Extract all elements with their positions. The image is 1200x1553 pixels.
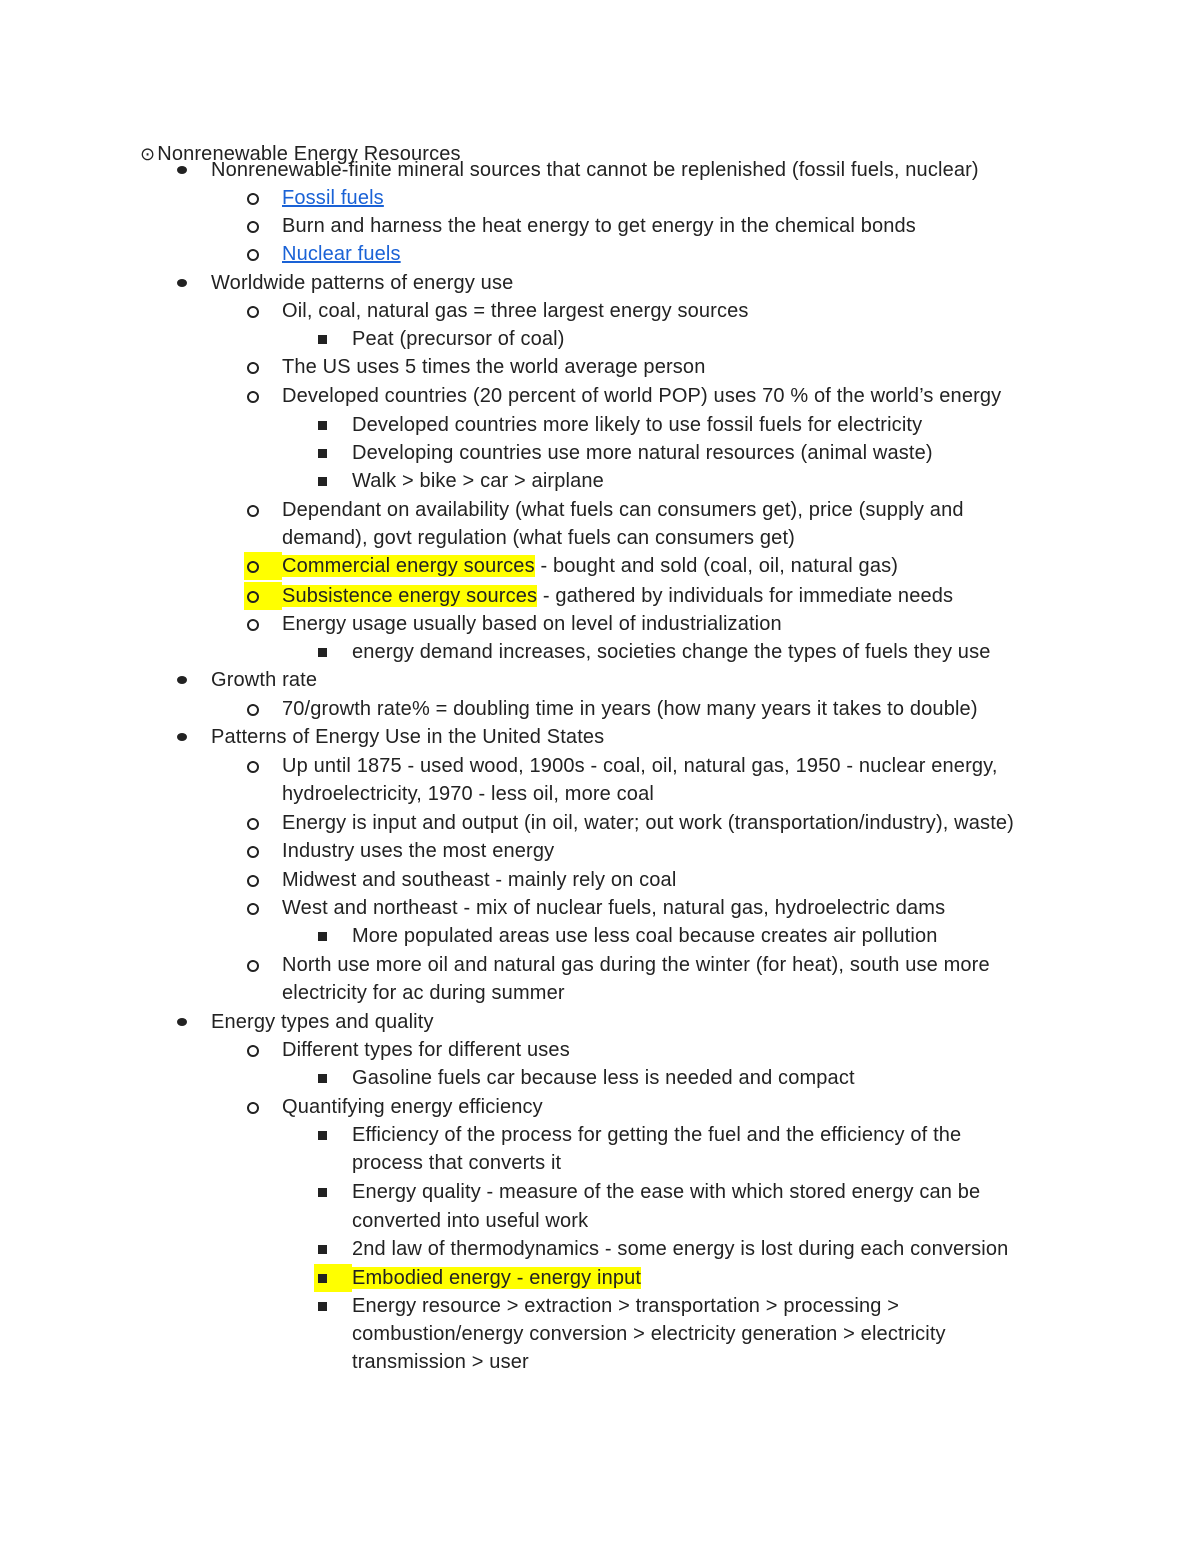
bullet-icon <box>173 156 211 184</box>
list-item <box>282 894 945 922</box>
list-item <box>352 1178 980 1206</box>
list-item <box>282 951 990 979</box>
sub-bullet-icon <box>244 353 282 381</box>
list-item-text: Quantifying energy efficiency <box>282 1096 543 1118</box>
list-item <box>282 297 749 325</box>
highlighted-text: Subsistence energy sources <box>282 585 538 607</box>
list-item-text: combustion/energy conversion > electricity generation > electricity <box>352 1323 946 1345</box>
sub-bullet-icon <box>244 695 282 723</box>
list-item <box>352 638 991 666</box>
list-item-text: Growth rate <box>211 669 318 691</box>
list-item <box>352 922 938 950</box>
document-link[interactable]: Fossil fuels <box>282 187 384 209</box>
sub-sub-bullet-icon <box>314 1292 352 1320</box>
list-item <box>352 467 604 495</box>
sub-bullet-icon <box>244 212 282 240</box>
sub-bullet-icon <box>244 1093 282 1121</box>
list-item-text: Developed countries more likely to use fossil fuels for electricity <box>352 414 923 436</box>
sub-sub-bullet-icon <box>314 411 352 439</box>
list-item <box>352 1064 855 1092</box>
list-item-text: Dependant on availability (what fuels can consumers get), price (supply and <box>282 499 964 521</box>
list-item-continuation <box>282 524 795 552</box>
list-item-continuation <box>282 979 565 1007</box>
sub-bullet-icon <box>244 496 282 524</box>
sub-bullet-icon <box>244 837 282 865</box>
sub-bullet-icon <box>244 809 282 837</box>
list-item <box>352 439 933 467</box>
list-item <box>282 695 978 723</box>
sub-sub-bullet-icon <box>314 1064 352 1092</box>
list-item <box>282 582 953 610</box>
list-item-text: - gathered by individuals for immediate needs <box>537 585 954 607</box>
sub-bullet-icon <box>244 552 282 580</box>
sub-bullet-icon <box>244 297 282 325</box>
highlighted-text: Embodied energy - energy input <box>352 1267 642 1289</box>
list-item <box>282 353 705 381</box>
list-item <box>282 240 401 268</box>
list-item <box>282 1036 570 1064</box>
target-circle-icon: ⊙ <box>140 144 156 164</box>
list-item <box>211 666 317 694</box>
list-item <box>282 752 998 780</box>
list-item-text: Energy usage usually based on level of industrialization <box>282 613 782 635</box>
list-item-continuation <box>282 780 654 808</box>
list-item-text: Patterns of Energy Use in the United States <box>211 726 605 748</box>
sub-bullet-icon <box>244 1036 282 1064</box>
list-item-text: Worldwide patterns of energy use <box>211 272 514 294</box>
highlighted-text: Commercial energy sources <box>282 555 535 577</box>
list-item-text: Energy quality - measure of the ease with which stored energy can be <box>352 1181 981 1203</box>
bullet-icon <box>173 666 211 694</box>
list-item-text: Up until 1875 - used wood, 1900s - coal, oil, natural gas, 1950 - nuclear energy, <box>282 755 998 777</box>
list-item <box>211 156 979 184</box>
sub-bullet-icon <box>244 582 282 610</box>
bullet-icon <box>173 1008 211 1036</box>
sub-sub-bullet-icon <box>314 1121 352 1149</box>
list-item <box>352 411 922 439</box>
list-item <box>282 866 676 894</box>
list-item-continuation <box>352 1207 588 1235</box>
list-item <box>211 1008 434 1036</box>
list-item <box>282 382 1001 410</box>
sub-sub-bullet-icon <box>314 325 352 353</box>
list-item-text: Energy is input and output (in oil, water; out work (transportation/industry), waste) <box>282 812 1014 834</box>
list-item-text: electricity for ac during summer <box>282 982 565 1004</box>
list-item <box>282 610 782 638</box>
list-item-continuation <box>352 1348 529 1376</box>
list-item-text: Midwest and southeast - mainly rely on coal <box>282 869 677 891</box>
list-item-text: - bought and sold (coal, oil, natural gas) <box>534 555 899 577</box>
list-item <box>352 325 565 353</box>
bullet-icon <box>173 269 211 297</box>
sub-bullet-icon <box>244 240 282 268</box>
sub-sub-bullet-icon <box>314 467 352 495</box>
list-item-text: Walk > bike > car > airplane <box>352 470 604 492</box>
document-link[interactable]: Nuclear fuels <box>282 243 401 265</box>
list-item <box>282 809 1014 837</box>
list-item-text: Efficiency of the process for getting the fuel and the efficiency of the <box>352 1124 962 1146</box>
sub-sub-bullet-icon <box>314 1264 352 1292</box>
sub-bullet-icon <box>244 866 282 894</box>
list-item-text: West and northeast - mix of nuclear fuels, natural gas, hydroelectric dams <box>282 897 946 919</box>
list-item-text: 70/growth rate% = doubling time in years (how many years it takes to double) <box>282 698 978 720</box>
list-item-text: The US uses 5 times the world average person <box>282 356 706 378</box>
list-item <box>282 184 384 212</box>
list-item-text: transmission > user <box>352 1351 529 1373</box>
heading-text: Nonrenewable Energy Resources <box>157 143 461 165</box>
list-item-continuation <box>352 1149 561 1177</box>
list-item-text: Burn and harness the heat energy to get energy in the chemical bonds <box>282 215 916 237</box>
list-item <box>352 1264 641 1292</box>
list-item <box>282 552 898 580</box>
list-item-continuation <box>352 1320 946 1348</box>
sub-sub-bullet-icon <box>314 922 352 950</box>
list-item-text: North use more oil and natural gas during the winter (for heat), south use more <box>282 954 990 976</box>
list-item-text: 2nd law of thermodynamics - some energy is lost during each conversion <box>352 1238 1009 1260</box>
list-item-text: Gasoline fuels car because less is needed and compact <box>352 1067 855 1089</box>
list-item-text: process that converts it <box>352 1152 562 1174</box>
list-item <box>211 269 513 297</box>
list-item-text: Developed countries (20 percent of world POP) uses 70 % of the world’s energy <box>282 385 1002 407</box>
list-item-text: Energy resource > extraction > transportation > processing > <box>352 1295 900 1317</box>
bullet-icon <box>173 723 211 751</box>
sub-sub-bullet-icon <box>314 1178 352 1206</box>
list-item-text: converted into useful work <box>352 1210 589 1232</box>
list-item <box>211 723 604 751</box>
sub-bullet-icon <box>244 610 282 638</box>
list-item-text: Nonrenewable-finite mineral sources that cannot be replenished (fossil fuels, nuclear) <box>211 159 979 181</box>
sub-sub-bullet-icon <box>314 439 352 467</box>
list-item-text: Peat (precursor of coal) <box>352 328 565 350</box>
list-item-text: energy demand increases, societies change the types of fuels they use <box>352 641 991 663</box>
list-item-text: Developing countries use more natural resources (animal waste) <box>352 442 933 464</box>
sub-sub-bullet-icon <box>314 1235 352 1263</box>
list-item <box>282 1093 543 1121</box>
list-item-text: Energy types and quality <box>211 1011 434 1033</box>
sub-bullet-icon <box>244 894 282 922</box>
list-item <box>352 1121 961 1149</box>
sub-sub-bullet-icon <box>314 638 352 666</box>
list-item <box>282 837 554 865</box>
list-item-text: Different types for different uses <box>282 1039 570 1061</box>
sub-bullet-icon <box>244 184 282 212</box>
list-item-text: More populated areas use less coal because creates air pollution <box>352 925 938 947</box>
list-item <box>352 1235 1008 1263</box>
list-item-text: Industry uses the most energy <box>282 840 555 862</box>
list-item <box>352 1292 899 1320</box>
list-item-text: demand), govt regulation (what fuels can consumers get) <box>282 527 795 549</box>
sub-bullet-icon <box>244 951 282 979</box>
sub-bullet-icon <box>244 752 282 780</box>
sub-bullet-icon <box>244 382 282 410</box>
list-item-text: hydroelectricity, 1970 - less oil, more coal <box>282 783 654 805</box>
list-item <box>282 212 916 240</box>
list-item <box>282 496 964 524</box>
list-item-text: Oil, coal, natural gas = three largest energy sources <box>282 300 749 322</box>
